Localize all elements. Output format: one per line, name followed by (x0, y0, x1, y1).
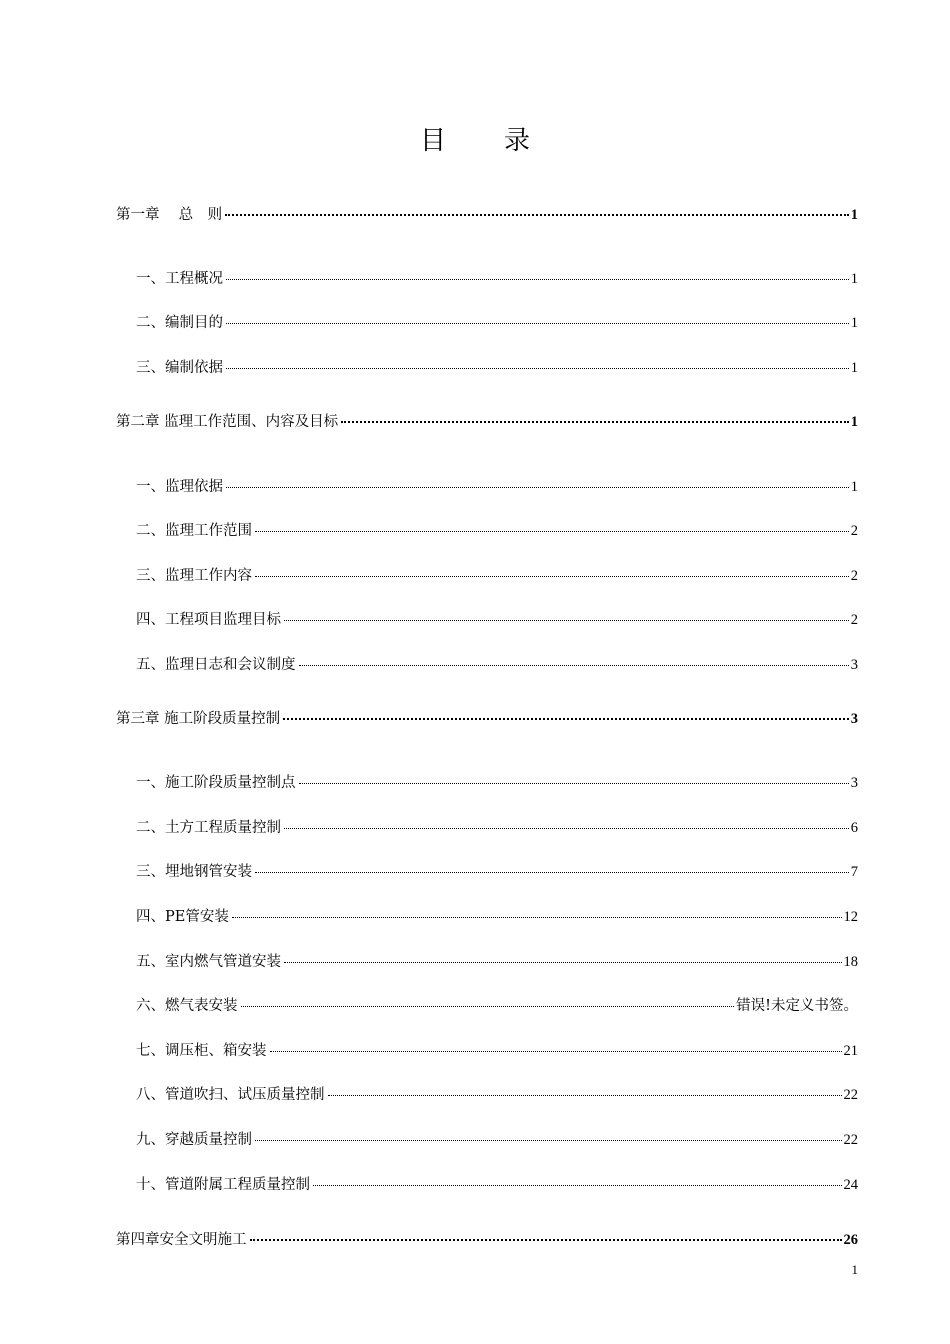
toc-label: 一、施工阶段质量控制点 (136, 775, 296, 791)
dot-leader (284, 827, 849, 829)
toc-label: 二、土方工程质量控制 (136, 820, 281, 836)
toc-entry[interactable] (116, 358, 858, 378)
toc-entry[interactable] (116, 952, 858, 972)
dot-leader (232, 916, 842, 918)
toc-page-number: 2 (850, 568, 858, 584)
dot-leader (255, 530, 849, 532)
toc-page-number: 1 (850, 271, 858, 287)
dot-leader (255, 871, 849, 873)
dot-leader (328, 1094, 842, 1096)
page-title: 目录 (419, 126, 588, 156)
toc-page-number: 2 (850, 523, 858, 539)
toc-entry[interactable] (116, 1175, 858, 1195)
dot-leader (313, 1184, 842, 1186)
dot-leader (241, 1005, 735, 1007)
toc-entry[interactable] (116, 521, 858, 541)
toc-page-number: 26 (843, 1232, 858, 1248)
toc-entry[interactable] (116, 1130, 858, 1150)
toc-page-number: 6 (850, 820, 858, 836)
dot-leader (284, 961, 842, 963)
dot-leader (284, 619, 849, 621)
toc-entry[interactable] (116, 1230, 858, 1250)
toc-entry[interactable] (116, 996, 858, 1016)
toc-label: 第三章 施工阶段质量控制 (116, 711, 281, 727)
toc-entry[interactable] (116, 655, 858, 675)
toc-entry[interactable] (116, 818, 858, 838)
toc-page-number: 3 (850, 657, 858, 673)
toc-entry[interactable] (116, 709, 858, 729)
toc-page-number: 1 (850, 360, 858, 376)
dot-leader (255, 575, 849, 577)
toc-entry[interactable] (116, 566, 858, 586)
toc-label: 一、监理依据 (136, 479, 223, 495)
toc-entry[interactable] (116, 1041, 858, 1061)
toc-label: 四、工程项目监理目标 (136, 612, 281, 628)
toc-page-number: 24 (843, 1177, 858, 1193)
toc-page-number: 22 (843, 1087, 858, 1103)
toc-label: 九、穿越质量控制 (136, 1132, 252, 1148)
toc-label: 六、燃气表安装 (136, 998, 238, 1014)
dot-leader (226, 367, 849, 369)
dot-leader (225, 213, 849, 216)
toc-page-number: 1 (850, 414, 858, 430)
toc-entry[interactable] (116, 907, 858, 927)
toc-label: 二、编制目的 (136, 315, 223, 331)
toc-entry[interactable] (116, 477, 858, 497)
footer-page-number: 1 (851, 1262, 858, 1277)
dot-leader (299, 664, 849, 666)
dot-leader (299, 782, 849, 784)
toc-entry[interactable] (116, 412, 858, 432)
toc-label: 八、管道吹扫、试压质量控制 (136, 1087, 325, 1103)
toc-page-number: 12 (843, 909, 858, 925)
dot-leader (255, 1139, 842, 1141)
toc-page-number: 1 (850, 315, 858, 331)
toc-label: 十、管道附属工程质量控制 (136, 1177, 310, 1193)
toc-entry[interactable] (116, 862, 858, 882)
toc-page-number: 3 (850, 775, 858, 791)
dot-leader (226, 322, 849, 324)
toc-label: 七、调压柜、箱安装 (136, 1043, 267, 1059)
toc-error-text: 错误!未定义书签。 (736, 998, 858, 1014)
toc-label: 五、室内燃气管道安装 (136, 954, 281, 970)
toc-entry[interactable] (116, 313, 858, 333)
toc-entry[interactable] (116, 773, 858, 793)
toc-page-number: 3 (850, 711, 858, 727)
toc-page-number: 1 (850, 207, 858, 223)
toc-label: 三、编制依据 (136, 360, 223, 376)
dot-leader (283, 717, 849, 720)
toc-label: 第四章安全文明施工 (116, 1232, 247, 1248)
toc-label: 第一章 总 则 (116, 207, 223, 223)
toc-label: 五、监理日志和会议制度 (136, 657, 296, 673)
toc-entry[interactable] (116, 1085, 858, 1105)
toc-entry[interactable] (116, 205, 858, 225)
toc-page-number: 2 (850, 612, 858, 628)
toc-page-number: 18 (843, 954, 858, 970)
toc-page-number: 7 (850, 864, 858, 880)
toc-label: 三、埋地钢管安装 (136, 864, 252, 880)
toc-entry[interactable] (116, 610, 858, 630)
dot-leader (226, 278, 849, 280)
toc-entry[interactable] (116, 269, 858, 289)
toc-page-number: 21 (843, 1043, 858, 1059)
toc-label: 二、监理工作范围 (136, 523, 252, 539)
toc-label: 四、PE管安装 (136, 909, 229, 925)
toc-label: 第二章 监理工作范围、内容及目标 (116, 414, 339, 430)
dot-leader (341, 420, 849, 423)
toc-page-number: 1 (850, 479, 858, 495)
toc-label: 三、监理工作内容 (136, 568, 252, 584)
toc-page-number: 22 (843, 1132, 858, 1148)
dot-leader (270, 1050, 842, 1052)
dot-leader (226, 486, 849, 488)
toc-label: 一、工程概况 (136, 271, 223, 287)
dot-leader (250, 1238, 842, 1241)
